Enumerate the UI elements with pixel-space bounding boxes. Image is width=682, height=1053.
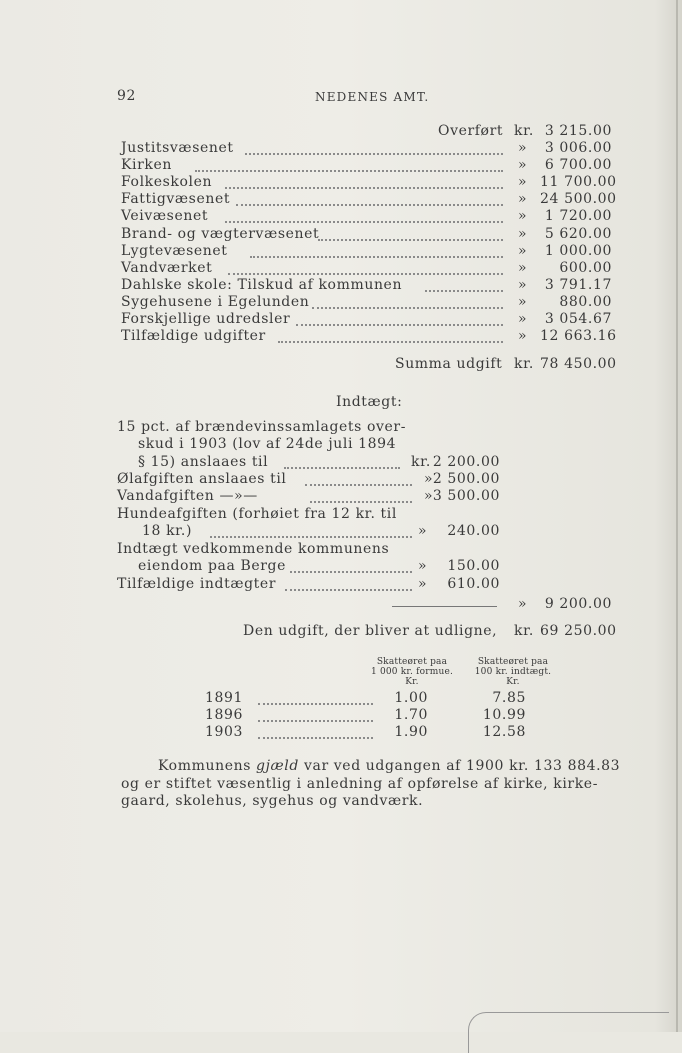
expense-total-label: Summa udgift	[395, 356, 503, 372]
dot-leader	[236, 204, 503, 206]
dot-leader	[258, 703, 373, 705]
dot-leader	[312, 307, 503, 309]
expense-label: Vandværket	[121, 260, 213, 276]
tax-year: 1903	[205, 724, 244, 740]
expense-amount: 880.00	[559, 294, 612, 310]
closing-line-1	[158, 758, 620, 775]
expense-mark: »	[518, 140, 528, 156]
income-amount: 610.00	[447, 576, 500, 592]
dot-leader	[290, 571, 412, 573]
expense-amount: 24 500.00	[540, 191, 617, 207]
income-amount: 150.00	[447, 558, 500, 574]
running-title: NEDENES AMT.	[315, 90, 430, 104]
expense-label: Tilfældige udgifter	[121, 328, 266, 344]
expense-mark: »	[518, 260, 528, 276]
tax-col2-line2: 100 kr. indtægt.	[474, 667, 552, 677]
expense-mark: »	[518, 294, 528, 310]
expense-label: Sygehusene i Egelunden	[121, 294, 310, 310]
expense-mark: »	[518, 311, 528, 327]
carried-label: Overført	[438, 123, 504, 139]
sum-rule	[392, 606, 497, 607]
dot-leader	[296, 324, 503, 326]
dot-leader	[285, 589, 412, 591]
income-amount: 2 500.00	[432, 471, 500, 487]
tax-year: 1896	[205, 707, 244, 723]
expense-mark: »	[518, 328, 528, 344]
expense-total-amount: 78 450.00	[540, 356, 617, 372]
income-amount: 2 200.00	[432, 454, 500, 470]
expense-amount: 600.00	[559, 260, 612, 276]
balance-label: Den udgift, der bliver at udligne,	[243, 623, 498, 639]
expense-mark: »	[518, 243, 528, 259]
dot-leader	[258, 737, 373, 739]
tax-income: 7.85	[492, 690, 526, 706]
dot-leader	[225, 221, 503, 223]
dot-leader	[278, 341, 503, 343]
dot-leader	[195, 170, 503, 172]
tax-col2-header	[463, 657, 563, 687]
expense-amount: 3 791.17	[544, 277, 612, 293]
closing-line-1-start: Kommunens	[158, 758, 257, 774]
income-line: Vandafgiften —»—	[117, 488, 258, 504]
closing-line-1-end: var ved udgangen af 1900 kr. 133 884.83	[298, 758, 621, 774]
dot-leader	[228, 273, 503, 275]
income-amount: 3 500.00	[432, 488, 500, 504]
income-mark: »	[424, 471, 434, 487]
tax-col1-unit: Kr.	[405, 677, 419, 687]
page-corner-curl	[468, 1012, 669, 1053]
tax-wealth: 1.70	[394, 707, 428, 723]
closing-italic-term: gjæld	[256, 758, 299, 774]
income-line: eiendom paa Berge	[138, 558, 286, 574]
income-line: 15 pct. af brændevinssamlagets over-	[117, 419, 407, 435]
dot-leader	[210, 536, 412, 538]
expense-amount: 3 054.67	[544, 311, 612, 327]
dot-leader	[245, 153, 503, 155]
expense-label: Folkeskolen	[121, 174, 213, 190]
tax-col1-line1: Skatteøret paa	[376, 657, 448, 667]
income-line: § 15) anslaaes til	[138, 454, 269, 470]
income-line: Tilfældige indtægter	[117, 576, 277, 592]
income-mark: »	[424, 488, 434, 504]
income-mark: »	[418, 558, 428, 574]
dot-leader	[258, 720, 373, 722]
expense-mark: »	[518, 174, 528, 190]
income-mark: »	[418, 576, 428, 592]
income-line: 18 kr.)	[142, 523, 193, 539]
dot-leader	[284, 467, 400, 469]
tax-col1-line2: 1 000 kr. formue.	[370, 667, 454, 677]
expense-mark: »	[518, 191, 528, 207]
expense-amount: 12 663.16	[540, 328, 617, 344]
expense-label: Lygtevæsenet	[121, 243, 228, 259]
income-total-amount: 9 200.00	[544, 596, 612, 612]
tax-col1-header	[362, 657, 462, 687]
balance-amount: 69 250.00	[540, 623, 617, 639]
income-mark: »	[418, 523, 428, 539]
expense-mark: »	[518, 277, 528, 293]
expense-label: Dahlske skole: Tilskud af kommunen	[121, 277, 403, 293]
dot-leader	[318, 239, 503, 241]
income-amount: 240.00	[447, 523, 500, 539]
expense-mark: »	[518, 226, 528, 242]
expense-label: Kirken	[121, 157, 173, 173]
income-line: Indtægt vedkommende kommunens	[117, 541, 390, 557]
page-number: 92	[117, 88, 137, 104]
tax-col2-line1: Skatteøret paa	[477, 657, 549, 667]
income-currency: kr.	[411, 454, 431, 470]
expense-label: Forskjellige udredsler	[121, 311, 291, 327]
income-line: Hundeafgiften (forhøiet fra 12 kr. til	[117, 506, 397, 522]
expense-total-currency: kr.	[514, 356, 534, 372]
expense-label: Justitsvæsenet	[121, 140, 234, 156]
expense-amount: 6 700.00	[544, 157, 612, 173]
page-edge	[676, 0, 678, 1032]
income-line: skud i 1903 (lov af 24de juli 1894	[138, 436, 397, 452]
dot-leader	[425, 290, 503, 292]
balance-currency: kr.	[514, 623, 534, 639]
dot-leader	[305, 484, 412, 486]
expense-mark: »	[518, 208, 528, 224]
income-total-mark: »	[518, 596, 528, 612]
closing-line-2: og er stiftet væsentlig i anledning af opførelse af kirke, kirke-	[121, 776, 599, 792]
tax-year: 1891	[205, 690, 244, 706]
expense-amount: 1 000.00	[544, 243, 612, 259]
expense-label: Veivæsenet	[121, 208, 209, 224]
expense-amount: 11 700.00	[540, 174, 617, 190]
tax-wealth: 1.00	[394, 690, 428, 706]
carried-currency: kr.	[514, 123, 534, 139]
income-heading: Indtægt:	[336, 394, 403, 410]
carried-amount: 3 215.00	[544, 123, 612, 139]
expense-amount: 5 620.00	[544, 226, 612, 242]
dot-leader	[225, 187, 503, 189]
closing-line-3: gaard, skolehus, sygehus og vandværk.	[121, 793, 424, 809]
income-line: Ølafgiften anslaaes til	[117, 471, 287, 487]
expense-label: Brand- og vægtervæsenet	[121, 226, 320, 242]
expense-mark: »	[518, 157, 528, 173]
dot-leader	[250, 256, 503, 258]
tax-col2-unit: Kr.	[506, 677, 520, 687]
tax-income: 12.58	[482, 724, 526, 740]
tax-wealth: 1.90	[394, 724, 428, 740]
expense-amount: 1 720.00	[544, 208, 612, 224]
expense-amount: 3 006.00	[544, 140, 612, 156]
expense-label: Fattigvæsenet	[121, 191, 231, 207]
tax-income: 10.99	[482, 707, 526, 723]
dot-leader	[310, 501, 412, 503]
